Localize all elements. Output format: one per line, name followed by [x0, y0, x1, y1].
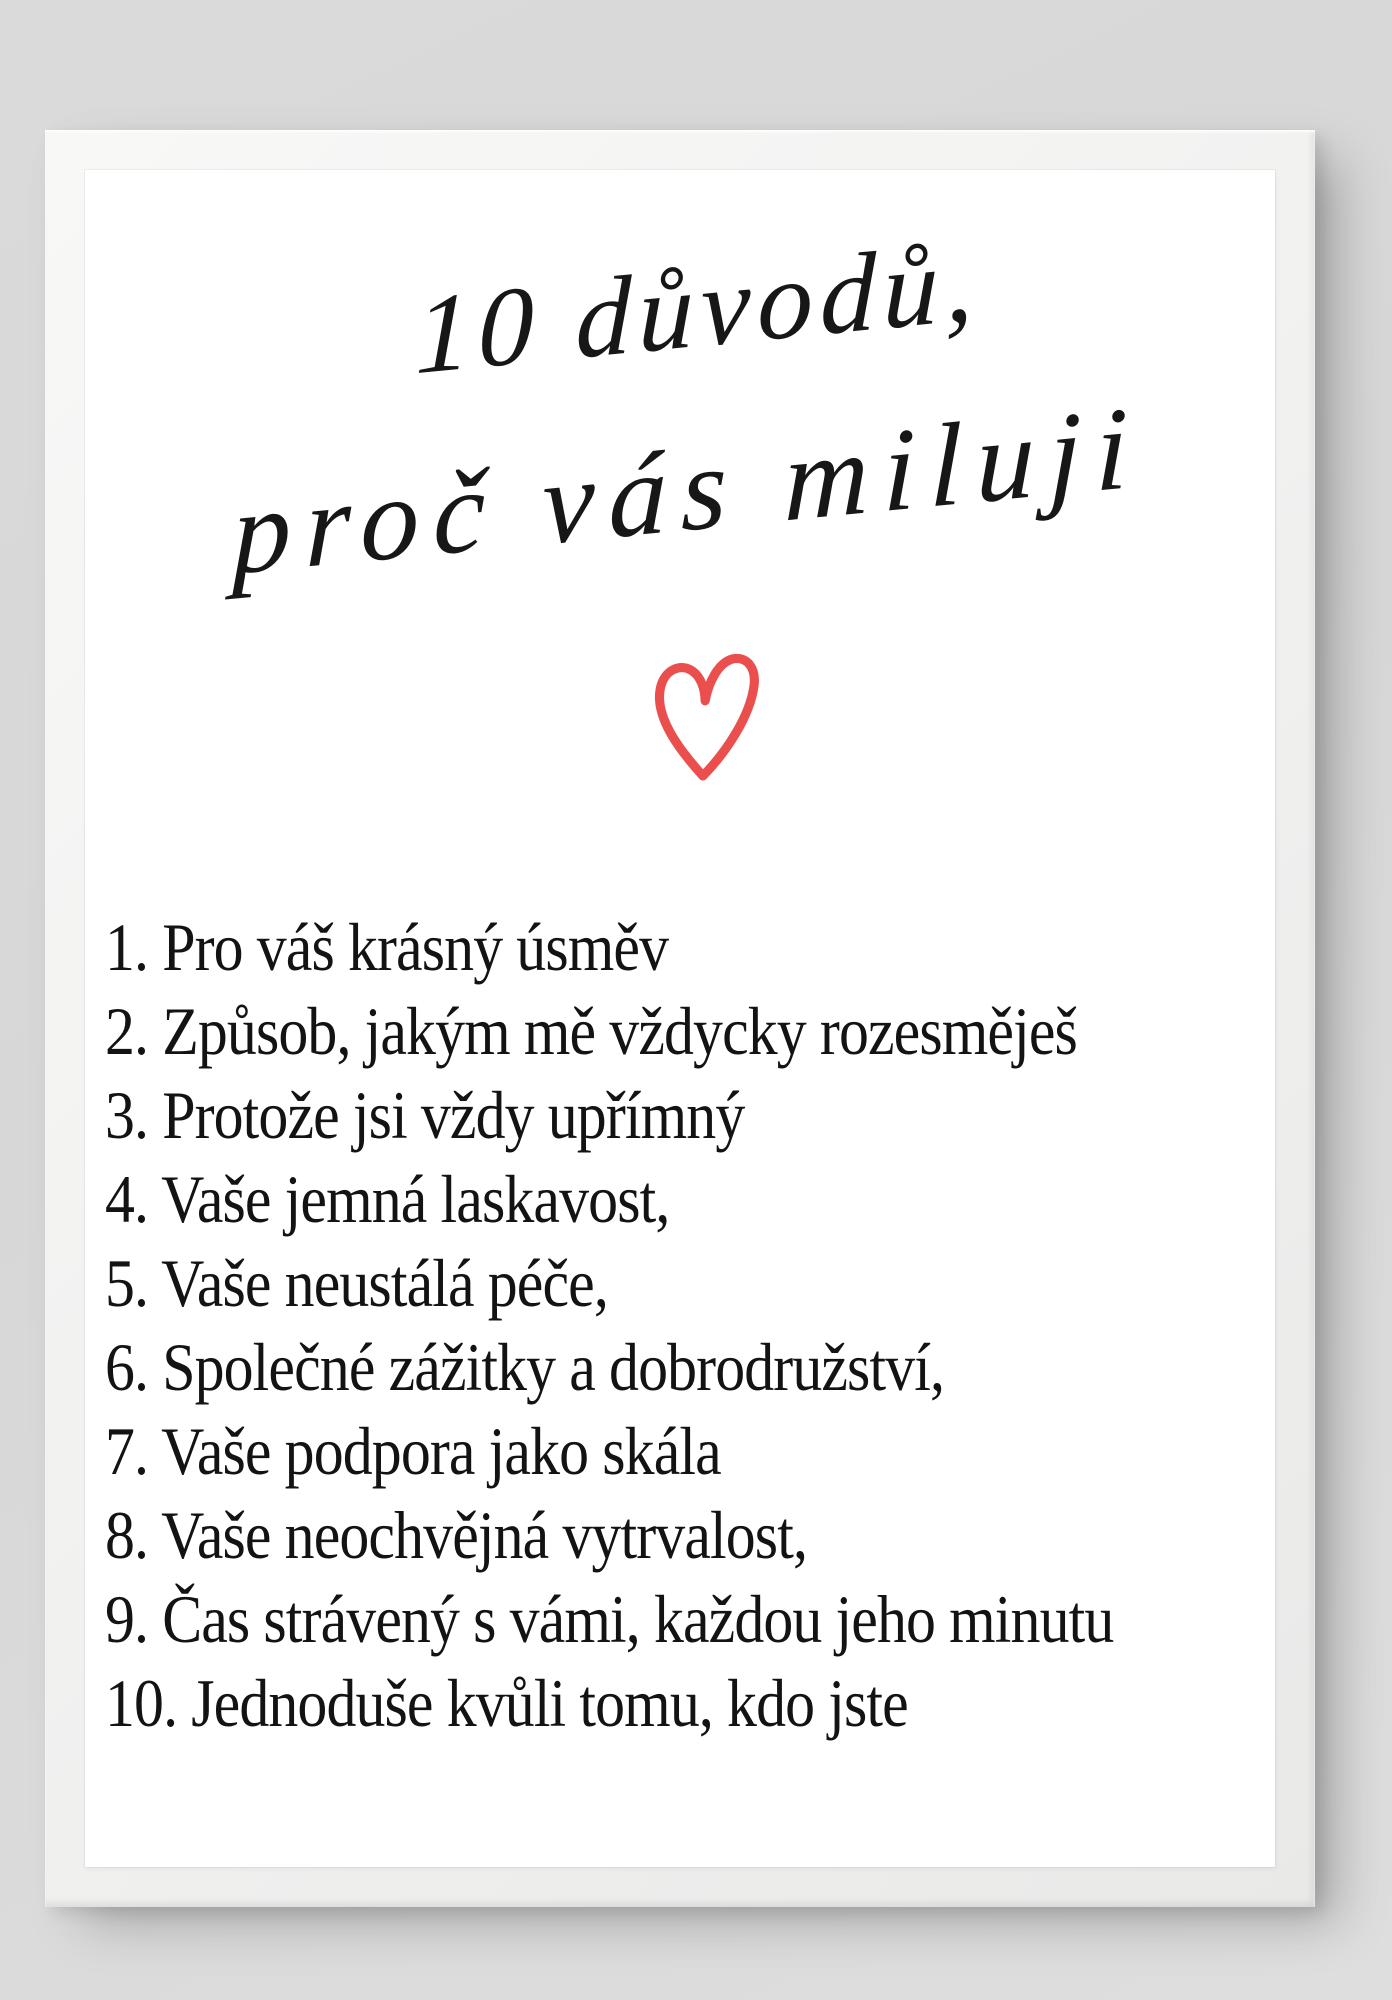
heart-outline: [654, 653, 756, 779]
reason-item: 5. Vaše neustálá péče,: [105, 1245, 608, 1321]
reasons-list: [105, 905, 1275, 1745]
reason-item: 3. Protože jsi vždy upřímný: [105, 1077, 745, 1153]
title-line-2: proč vás miluji: [231, 380, 1143, 600]
reason-item: 6. Společné zážitky a dobrodružství,: [105, 1329, 945, 1405]
heart-icon: [638, 646, 769, 788]
reason-item: 7. Vaše podpora jako skála: [105, 1413, 721, 1489]
poster-frame: [45, 130, 1315, 1907]
reason-item: 2. Způsob, jakým mě vždycky rozesměješ: [105, 993, 1077, 1069]
reason-item: 1. Pro váš krásný úsměv: [105, 909, 669, 985]
reason-item: 9. Čas strávený s vámi, každou jeho minutu: [105, 1581, 1114, 1657]
reason-item: 4. Vaše jemná laskavost,: [105, 1161, 670, 1237]
title-line-1: 10 důvodů,: [414, 219, 981, 399]
poster-title: [70, 180, 1289, 652]
poster-paper: [85, 170, 1275, 1867]
reason-item: 10. Jednoduše kvůli tomu, kdo jste: [105, 1665, 908, 1741]
reason-item: 8. Vaše neochvějná vytrvalost,: [105, 1497, 808, 1573]
